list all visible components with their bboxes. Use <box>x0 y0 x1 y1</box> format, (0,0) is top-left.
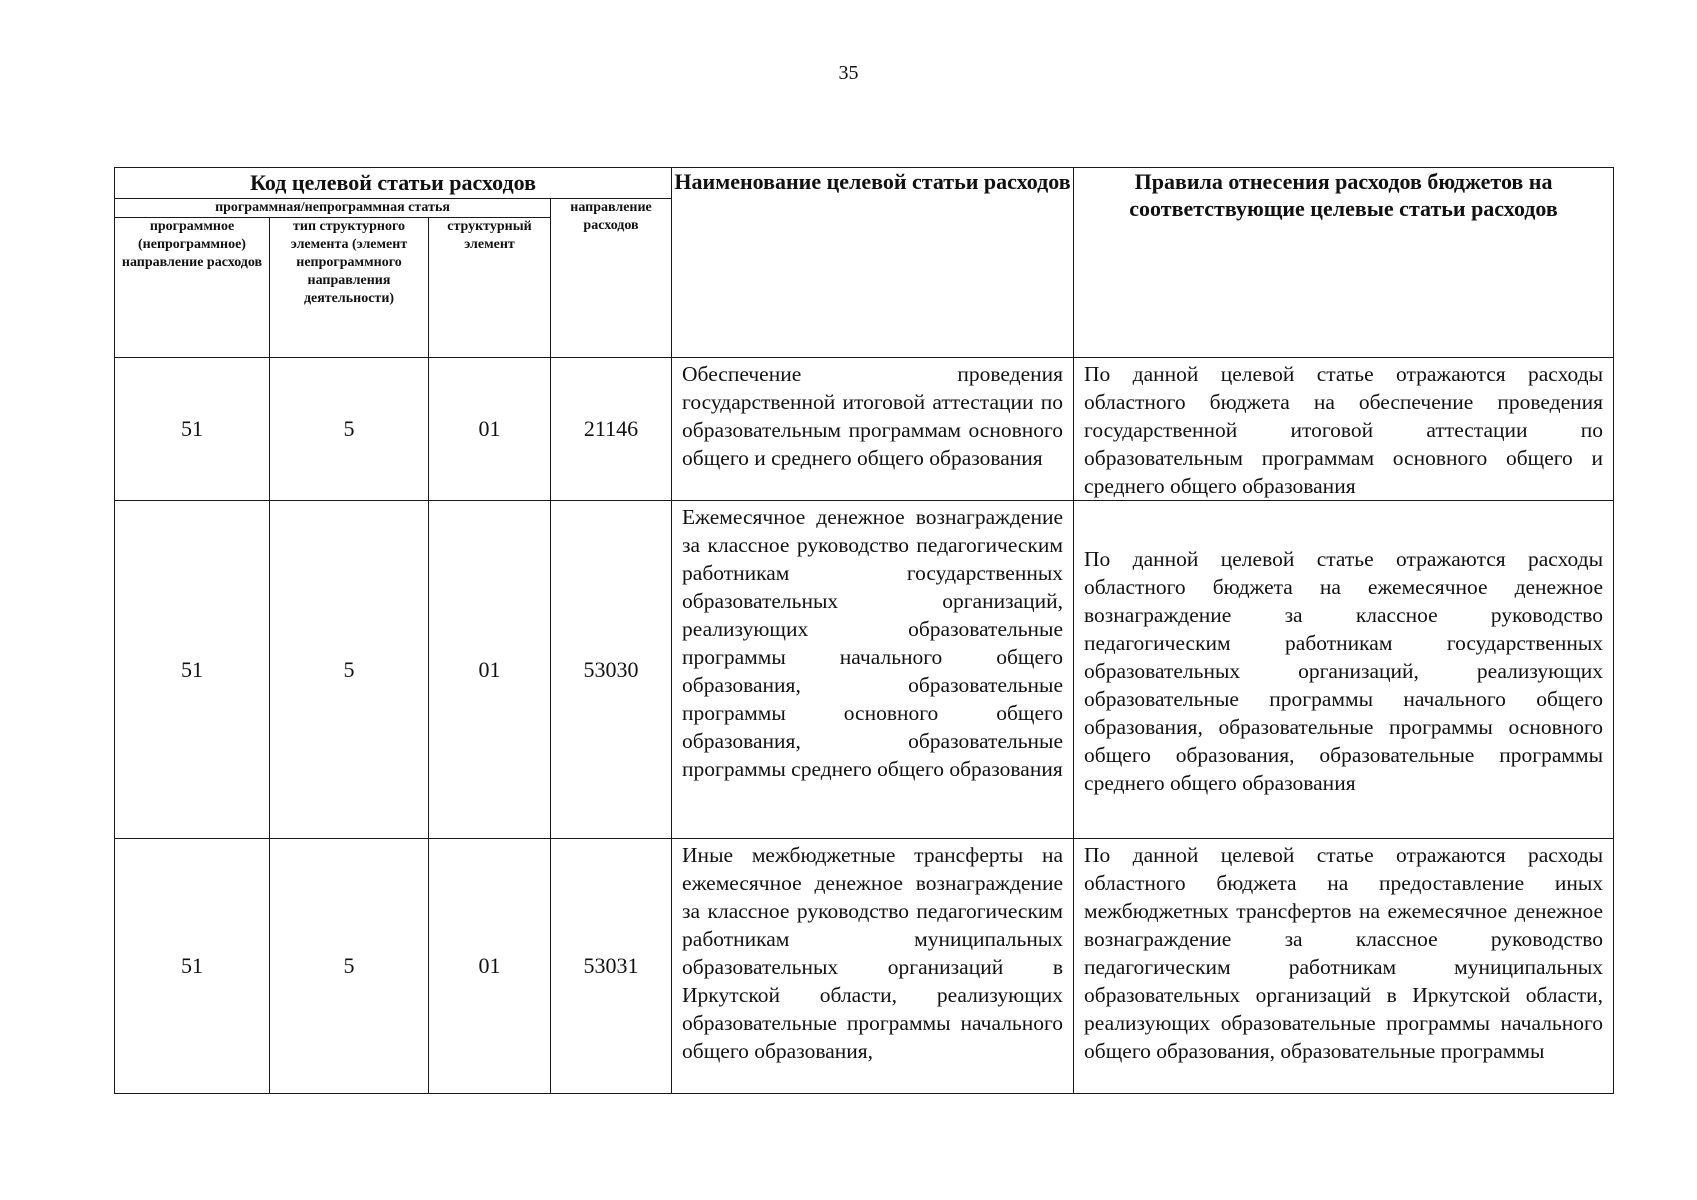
type-code: 5 <box>270 839 429 1094</box>
page-number: 35 <box>838 62 859 84</box>
direction-code: 53030 <box>551 501 672 839</box>
table-row <box>115 358 1614 501</box>
header-rules-column: Правила отнесения расходов бюджетов на соответствующие целевые статьи расходов <box>1074 168 1614 358</box>
table-row <box>115 501 1614 839</box>
header-element-column: структурный элемент <box>429 218 551 358</box>
direction-code: 21146 <box>551 358 672 501</box>
header-program-column: программное (непрограммное) направление расходов <box>115 218 270 358</box>
header-type-column: тип структурного элемента (элемент непрограммного направления деятельности) <box>270 218 429 358</box>
target-rule: По данной целевой статье отражаются расходы областного бюджета на предоставление иных межбюджетных трансфертов на ежемесячное денежное вознаграждение за классное руководство педагогическим работникам муниципальных образовательных организаций в Иркутской области, реализующих образовательные программы начального общего образования, образовательные программы <box>1074 839 1614 1094</box>
program-code: 51 <box>115 839 270 1094</box>
table-row <box>115 839 1614 1094</box>
program-code: 51 <box>115 501 270 839</box>
direction-code: 53031 <box>551 839 672 1094</box>
type-code: 5 <box>270 501 429 839</box>
header-name-column: Наименование целевой статьи расходов <box>672 168 1074 358</box>
program-code: 51 <box>115 358 270 501</box>
target-expense-table <box>114 167 1614 1094</box>
header-program-group: программная/непрограммная статья <box>115 199 551 218</box>
target-rule: По данной целевой статье отражаются расходы областного бюджета на ежемесячное денежное вознаграждение за классное руководство педагогическим работникам государственных образовательных организаций, реализующих образовательные программы начального общего образования, образовательные программы основного общего образования, образовательные программы среднего общего образования <box>1074 501 1614 839</box>
target-name: Иные межбюджетные трансферты на ежемесячное денежное вознаграждение за классное руководство педагогическим работникам муниципальных образовательных организаций в Иркутской области, реализующих образовательные программы начального общего образования, <box>672 839 1074 1094</box>
header-code-group: Код целевой статьи расходов <box>115 168 672 199</box>
target-rule: По данной целевой статье отражаются расходы областного бюджета на обеспечение проведения государственной итоговой аттестации по образовательным программам основного общего и среднего общего образования <box>1074 358 1614 501</box>
element-code: 01 <box>429 839 551 1094</box>
type-code: 5 <box>270 358 429 501</box>
element-code: 01 <box>429 358 551 501</box>
element-code: 01 <box>429 501 551 839</box>
target-name: Ежемесячное денежное вознаграждение за классное руководство педагогическим работникам государственных образовательных организаций, реализующих образовательные программы начального общего образования, образовательные программы основного общего образования, образовательные программы среднего общего образования <box>672 501 1074 839</box>
header-direction-column: направление расходов <box>551 199 672 358</box>
target-name: Обеспечение проведения государственной итоговой аттестации по образовательным программам основного общего и среднего общего образования <box>672 358 1074 501</box>
